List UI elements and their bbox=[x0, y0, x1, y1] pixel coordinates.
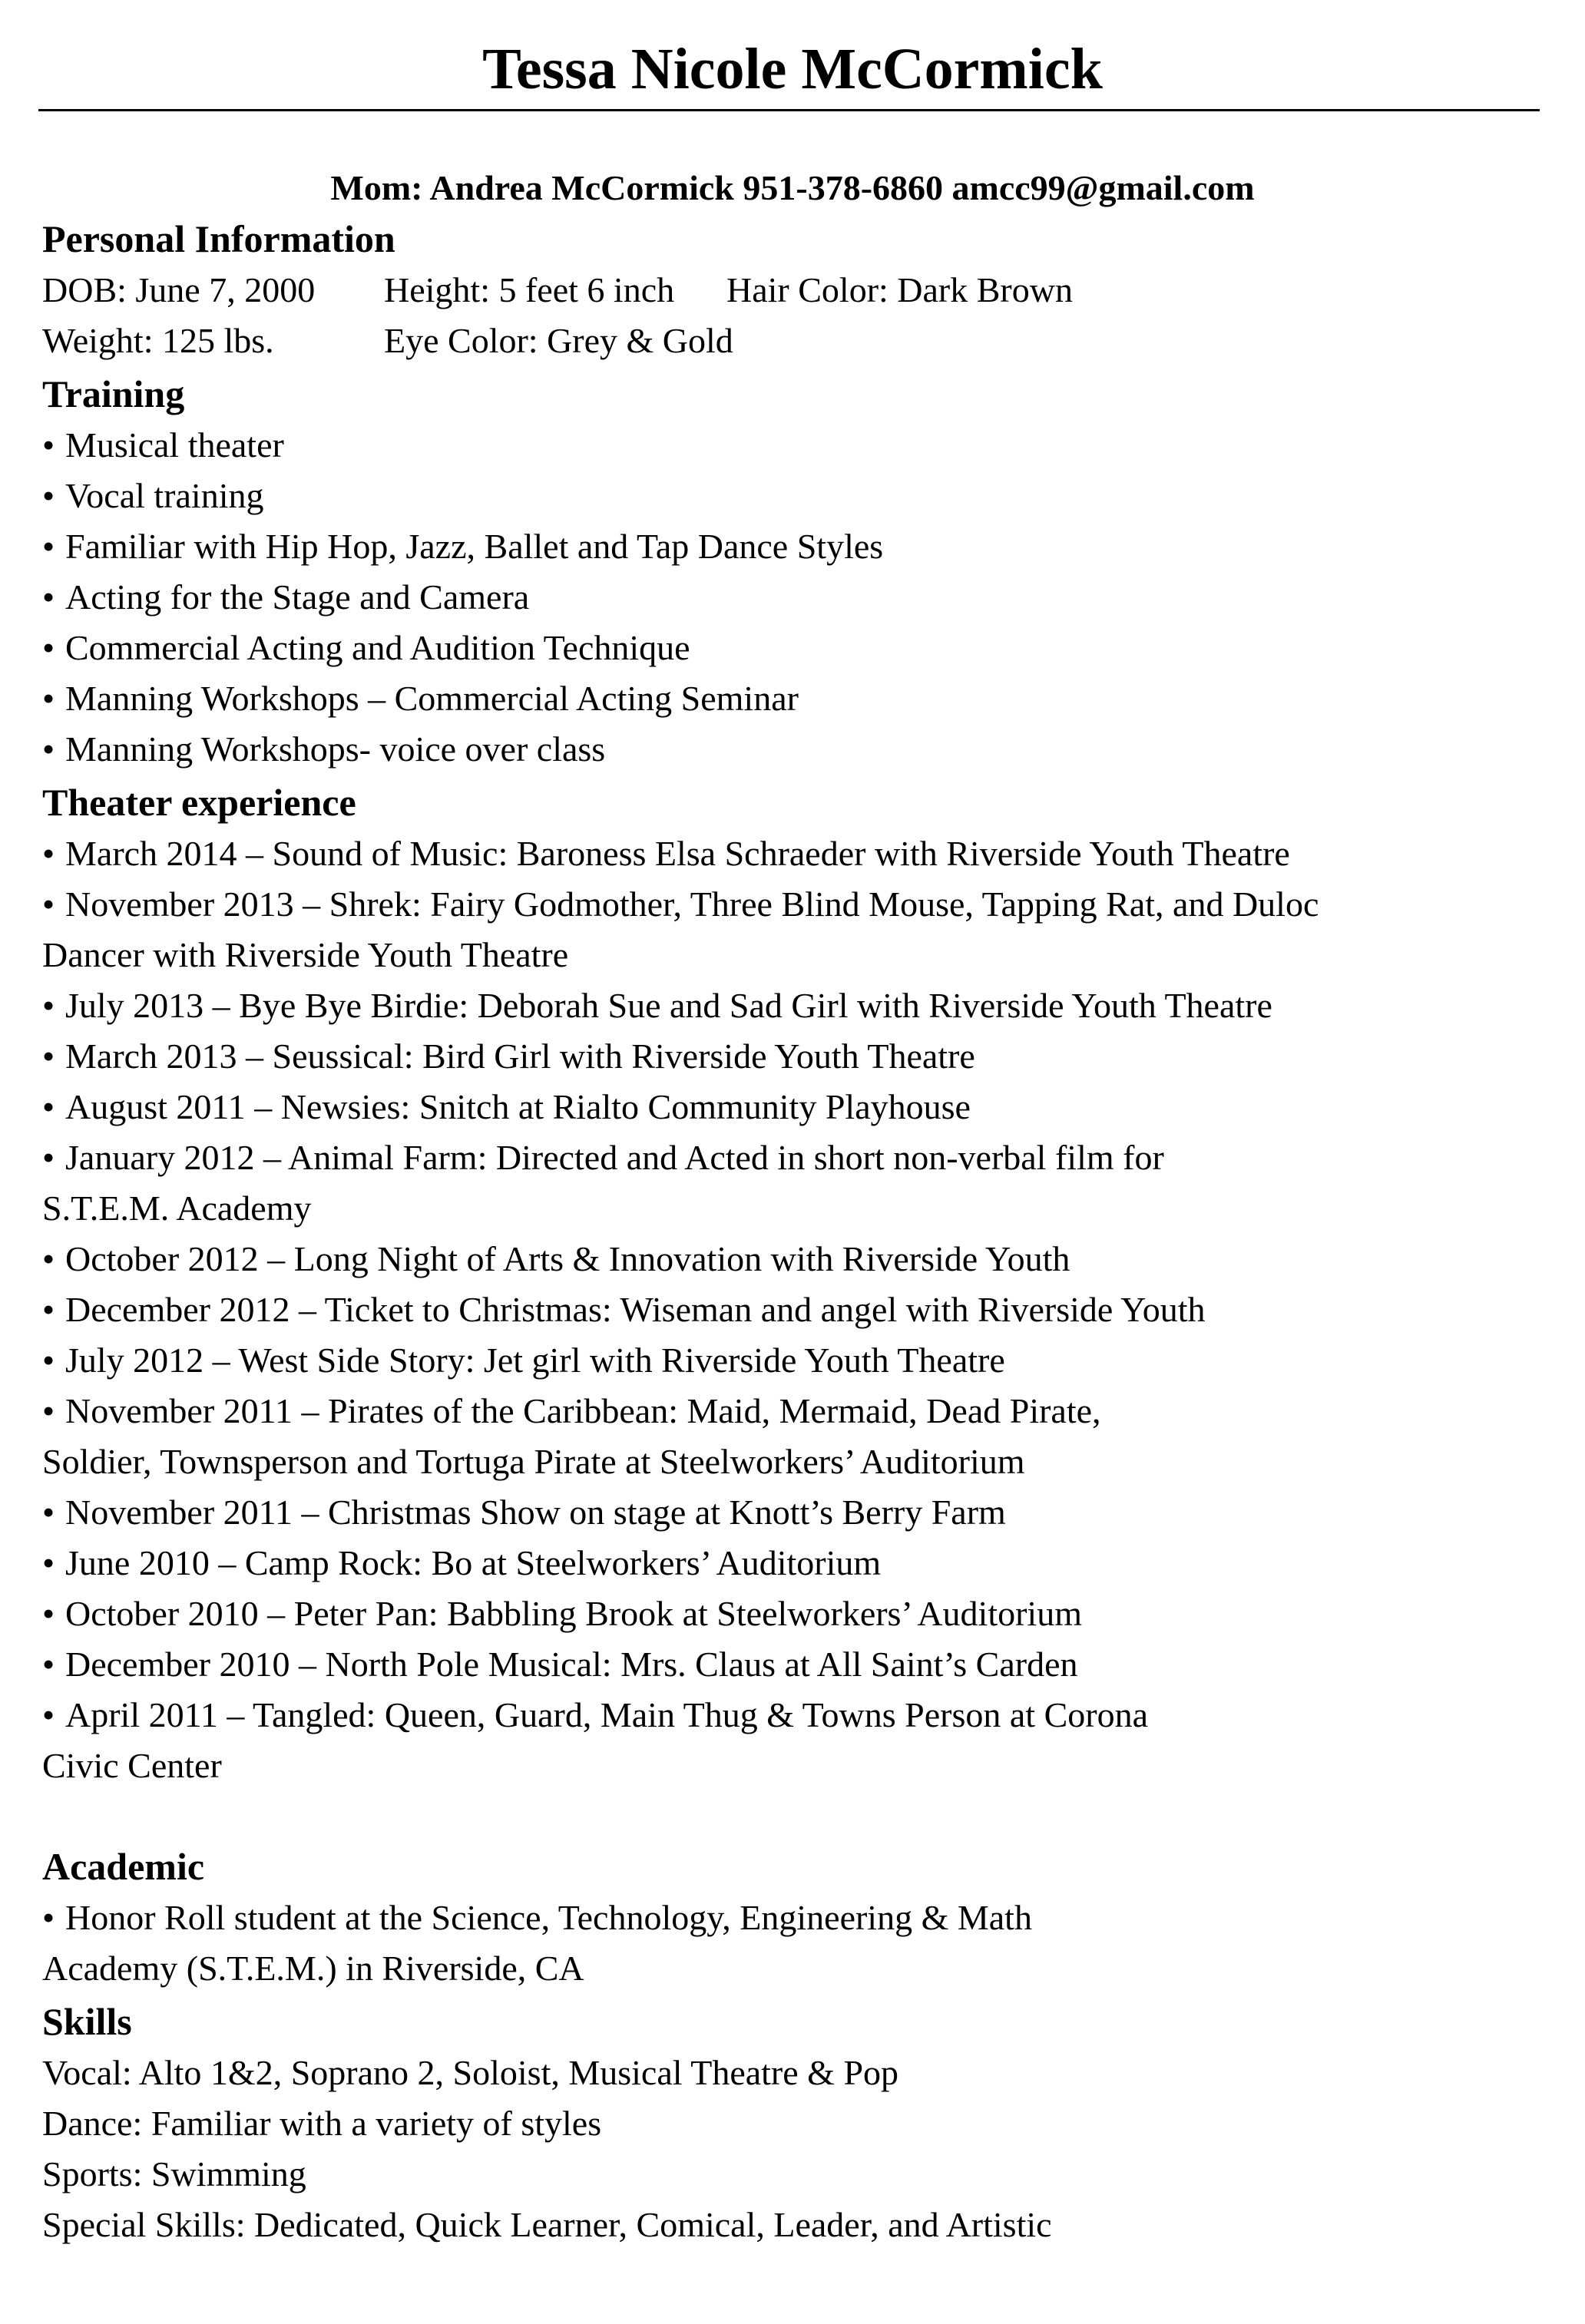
training-heading: Training bbox=[42, 372, 185, 415]
bullet-icon: • bbox=[42, 1898, 55, 1937]
height-text: Height: 5 feet 6 inch bbox=[384, 270, 675, 309]
dob-text: DOB: June 7, 2000 bbox=[42, 270, 316, 309]
bullet-icon: • bbox=[42, 884, 55, 924]
theater-item: • November 2013 – Shrek: Fairy Godmother, Three Blind Mouse, Tapping Rat, and Duloc bbox=[42, 879, 1319, 930]
bullet-icon: • bbox=[42, 834, 55, 873]
bullet-icon: • bbox=[42, 1493, 55, 1532]
bullet-icon: • bbox=[42, 1087, 55, 1126]
skills-heading: Skills bbox=[42, 2000, 132, 2043]
theater-item: • November 2011 – Pirates of the Caribbean: Maid, Mermaid, Dead Pirate, bbox=[42, 1386, 1101, 1436]
training-item: • Manning Workshops- voice over class bbox=[42, 724, 605, 775]
theater-item: • July 2012 – West Side Story: Jet girl with Riverside Youth Theatre bbox=[42, 1335, 1005, 1386]
sports-skills: Sports: Swimming bbox=[42, 2154, 306, 2193]
academic-heading: Academic bbox=[42, 1845, 205, 1888]
theater-item: • June 2010 – Camp Rock: Bo at Steelworkers’ Auditorium bbox=[42, 1538, 881, 1588]
training-item: • Manning Workshops – Commercial Acting Seminar bbox=[42, 673, 799, 724]
bullet-icon: • bbox=[42, 577, 55, 617]
bullet-icon: • bbox=[42, 1036, 55, 1076]
bullet-icon: • bbox=[42, 679, 55, 718]
dance-skills: Dance: Familiar with a variety of styles bbox=[42, 2104, 602, 2143]
bullet-icon: • bbox=[42, 729, 55, 769]
theater-item: • July 2013 – Bye Bye Birdie: Deborah Sue and Sad Girl with Riverside Youth Theatre bbox=[42, 980, 1272, 1031]
training-item: • Commercial Acting and Audition Technique bbox=[42, 623, 690, 673]
special-skills: Special Skills: Dedicated, Quick Learner, Comical, Leader, and Artistic bbox=[42, 2205, 1052, 2244]
bullet-icon: • bbox=[42, 1543, 55, 1582]
theater-item-continuation: Civic Center bbox=[42, 1746, 222, 1785]
academic-item: • Honor Roll student at the Science, Technology, Engineering & Math bbox=[42, 1893, 1032, 1943]
theater-item: • October 2010 – Peter Pan: Babbling Brook at Steelworkers’ Auditorium bbox=[42, 1588, 1082, 1639]
theater-item-continuation: S.T.E.M. Academy bbox=[42, 1188, 312, 1228]
contact-line: Mom: Andrea McCormick 951-378-6860 amcc99@gmail.com bbox=[330, 168, 1255, 207]
bullet-icon: • bbox=[42, 476, 55, 515]
bullet-icon: • bbox=[42, 1290, 55, 1329]
theater-item: • November 2011 – Christmas Show on stage at Knott’s Berry Farm bbox=[42, 1487, 1006, 1538]
theater-item: • April 2011 – Tangled: Queen, Guard, Main Thug & Towns Person at Corona bbox=[42, 1690, 1148, 1741]
bullet-icon: • bbox=[42, 527, 55, 566]
training-item: • Vocal training bbox=[42, 471, 263, 521]
eye-color-text: Eye Color: Grey & Gold bbox=[384, 321, 733, 360]
theater-heading: Theater experience bbox=[42, 781, 356, 824]
bullet-icon: • bbox=[42, 1341, 55, 1380]
title-divider bbox=[38, 109, 1540, 111]
personal-heading: Personal Information bbox=[42, 217, 395, 260]
resume-name: Tessa Nicole McCormick bbox=[482, 37, 1103, 101]
theater-item: • December 2012 – Ticket to Christmas: Wiseman and angel with Riverside Youth bbox=[42, 1284, 1206, 1335]
hair-color-text: Hair Color: Dark Brown bbox=[726, 270, 1073, 309]
training-item: • Musical theater bbox=[42, 420, 284, 471]
bullet-icon: • bbox=[42, 1391, 55, 1430]
bullet-icon: • bbox=[42, 425, 55, 464]
theater-item-continuation: Dancer with Riverside Youth Theatre bbox=[42, 935, 569, 974]
bullet-icon: • bbox=[42, 1645, 55, 1684]
theater-item: • January 2012 – Animal Farm: Directed and Acted in short non-verbal film for bbox=[42, 1132, 1164, 1183]
training-item: • Acting for the Stage and Camera bbox=[42, 572, 529, 623]
bullet-icon: • bbox=[42, 986, 55, 1025]
theater-item: • December 2010 – North Pole Musical: Mrs. Claus at All Saint’s Carden bbox=[42, 1639, 1077, 1690]
bullet-icon: • bbox=[42, 1239, 55, 1278]
theater-item-continuation: Soldier, Townsperson and Tortuga Pirate at Steelworkers’ Auditorium bbox=[42, 1442, 1025, 1481]
theater-item: • March 2013 – Seussical: Bird Girl with Riverside Youth Theatre bbox=[42, 1031, 975, 1082]
weight-text: Weight: 125 lbs. bbox=[42, 321, 274, 360]
vocal-skills: Vocal: Alto 1&2, Soprano 2, Soloist, Musical Theatre & Pop bbox=[42, 2053, 899, 2092]
bullet-icon: • bbox=[42, 1695, 55, 1734]
theater-item: • March 2014 – Sound of Music: Baroness Elsa Schraeder with Riverside Youth Theatre bbox=[42, 828, 1290, 879]
theater-item: • August 2011 – Newsies: Snitch at Rialto Community Playhouse bbox=[42, 1082, 971, 1132]
bullet-icon: • bbox=[42, 1138, 55, 1177]
bullet-icon: • bbox=[42, 1594, 55, 1633]
training-item: • Familiar with Hip Hop, Jazz, Ballet and Tap Dance Styles bbox=[42, 521, 883, 572]
theater-item: • October 2012 – Long Night of Arts & Innovation with Riverside Youth bbox=[42, 1234, 1070, 1284]
academic-item-continuation: Academy (S.T.E.M.) in Riverside, CA bbox=[42, 1949, 584, 1988]
bullet-icon: • bbox=[42, 628, 55, 667]
